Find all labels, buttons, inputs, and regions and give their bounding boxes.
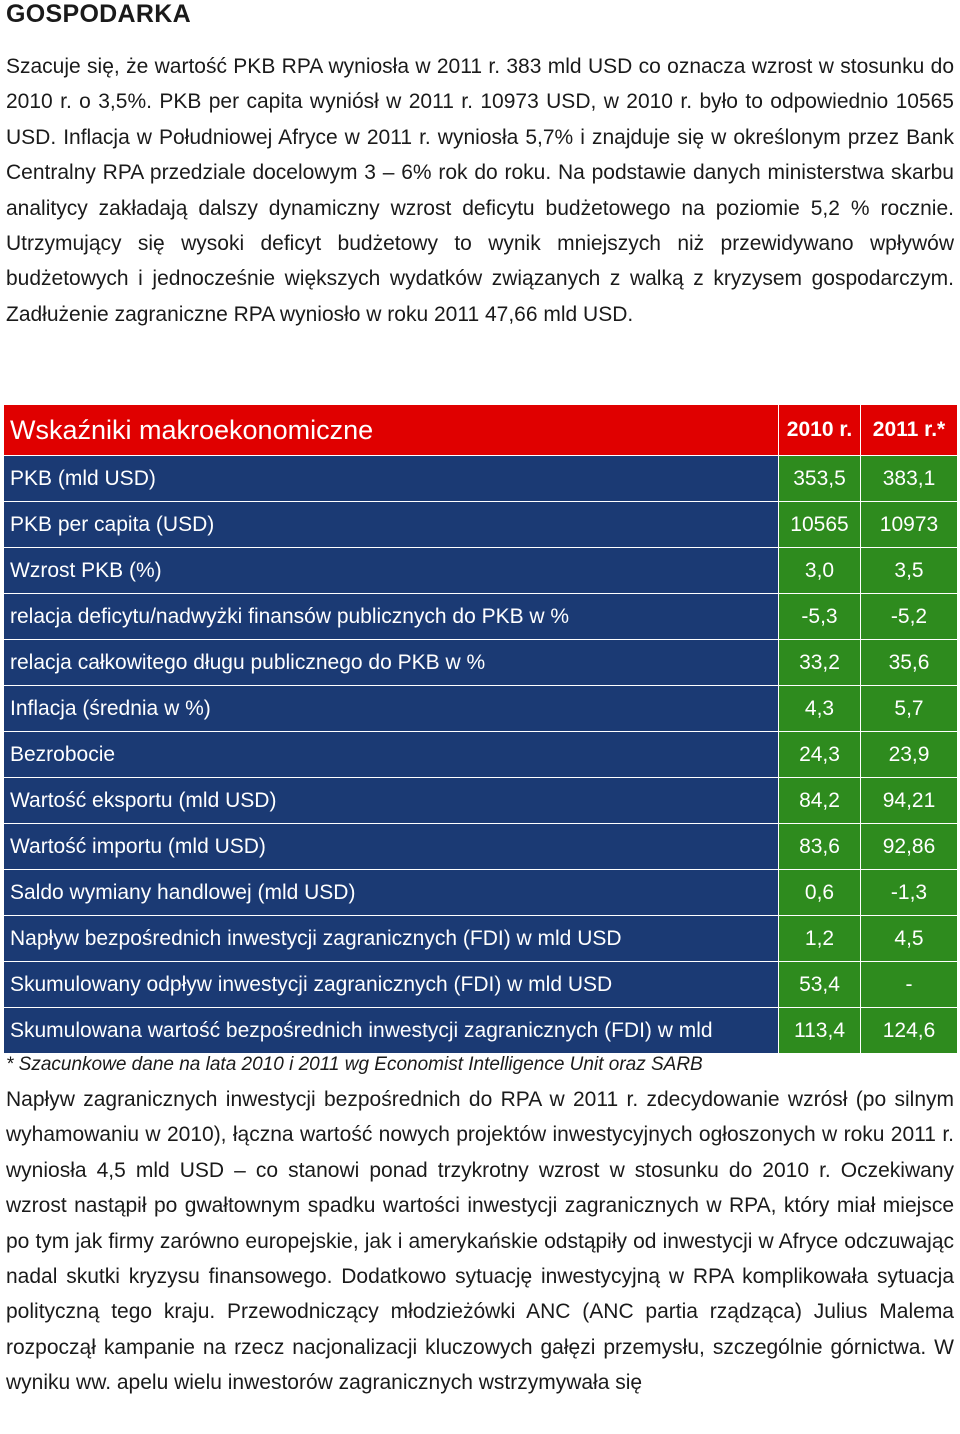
intro-paragraph: Szacuje się, że wartość PKB RPA wyniosła w 2011 r. 383 mld USD co oznacza wzrost w stosunku do 2010 r. o 3,5%. PKB per capita wyniósł w 2011 r. 10973 USD, w 2010 r. było to odpowiednio 10565 USD. Inflacja w Południowej Afryce w 2011 r. wyniosła 5,7% i znajduje się w określonym przez Bank Centralny RPA przedziale docelowym 3 – 6% rok do roku. Na podstawie danych ministerstwa skarbu analitycy zakładają dalszy dynamiczny wzrost deficytu budżetowego na poziomie 5,2 % rocznie. Utrzymujący się wysoki deficyt budżetowy to wynik mniejszych niż przewidywano wpływów budżetowych i jednocześnie większych wydatków związanych z walką z kryzysem gospodarczym. Zadłużenie zagraniczne RPA wyniosło w roku 2011 47,66 mld USD. bbox=[6, 55, 954, 326]
value-2011: -1,3 bbox=[861, 870, 958, 916]
value-2011: 4,5 bbox=[861, 916, 958, 962]
value-2011: 10973 bbox=[861, 502, 958, 548]
value-2010: 4,3 bbox=[779, 686, 861, 732]
row-label: Skumulowany odpływ inwestycji zagranicznych (FDI) w mld USD bbox=[4, 962, 779, 1008]
value-2011: -5,2 bbox=[861, 594, 958, 640]
value-2010: -5,3 bbox=[779, 594, 861, 640]
row-label: PKB per capita (USD) bbox=[4, 502, 779, 548]
value-2011: 124,6 bbox=[861, 1008, 958, 1054]
value-2010: 10565 bbox=[779, 502, 861, 548]
value-2011: 92,86 bbox=[861, 824, 958, 870]
value-2011: 383,1 bbox=[861, 456, 958, 502]
row-label: Wartość importu (mld USD) bbox=[4, 824, 779, 870]
row-label: Bezrobocie bbox=[4, 732, 779, 778]
value-2010: 353,5 bbox=[779, 456, 861, 502]
value-2010: 84,2 bbox=[779, 778, 861, 824]
table-row bbox=[4, 1008, 958, 1054]
value-2010: 53,4 bbox=[779, 962, 861, 1008]
row-label: Wartość eksportu (mld USD) bbox=[4, 778, 779, 824]
investment-paragraph: Napływ zagranicznych inwestycji bezpośrednich do RPA w 2011 r. zdecydowanie wzrósł (po silnym wyhamowaniu w 2010), łączna wartość nowych projektów inwestycyjnych ogłoszonych w roku 2011 r. wyniosła 4,5 mld USD – co stanowi ponad trzykrotny wzrost w stosunku do 2010 r. Oczekiwany wzrost nastąpił po gwałtownym spadku wartości inwestycji zagranicznych w RPA, który miał miejsce po tym jak firmy zarówno europejskie, jak i amerykańskie odstąpiły od inwestycji w Afryce odczuwając nadal skutki kryzysu finansowego. Dodatkowo sytuację inwestycyjną w RPA komplikowała sytuacja polityczną tego kraju. Przewodniczący młodzieżówki ANC (ANC partia rządząca) Julius Malema rozpoczął kampanie na rzecz nacjonalizacji kluczowych gałęzi przemysłu, szczególnie górnictwa. W wyniku ww. apelu wielu inwestorów zagranicznych wstrzymywała się bbox=[6, 1088, 954, 1395]
value-2010: 3,0 bbox=[779, 548, 861, 594]
row-label: Wzrost PKB (%) bbox=[4, 548, 779, 594]
table-row bbox=[4, 778, 958, 824]
table-row bbox=[4, 502, 958, 548]
table-row bbox=[4, 456, 958, 502]
row-label: relacja całkowitego długu publicznego do PKB w % bbox=[4, 640, 779, 686]
row-label: relacja deficytu/nadwyżki finansów publicznych do PKB w % bbox=[4, 594, 779, 640]
table-row bbox=[4, 686, 958, 732]
value-2011: 3,5 bbox=[861, 548, 958, 594]
row-label: Inflacja (średnia w %) bbox=[4, 686, 779, 732]
row-label: Skumulowana wartość bezpośrednich inwestycji zagranicznych (FDI) w mld bbox=[4, 1008, 779, 1054]
table-row bbox=[4, 962, 958, 1008]
value-2010: 113,4 bbox=[779, 1008, 861, 1054]
value-2010: 24,3 bbox=[779, 732, 861, 778]
row-label: Napływ bezpośrednich inwestycji zagranicznych (FDI) w mld USD bbox=[4, 916, 779, 962]
table-body bbox=[4, 456, 958, 1054]
table-row bbox=[4, 640, 958, 686]
table-row bbox=[4, 870, 958, 916]
value-2010: 33,2 bbox=[779, 640, 861, 686]
value-2011: 5,7 bbox=[861, 686, 958, 732]
table-row bbox=[4, 824, 958, 870]
value-2010: 1,2 bbox=[779, 916, 861, 962]
value-2011: - bbox=[861, 962, 958, 1008]
table-footnote: * Szacunkowe dane na lata 2010 i 2011 wg Economist Intelligence Unit oraz SARB bbox=[6, 1054, 703, 1075]
value-2011: 23,9 bbox=[861, 732, 958, 778]
value-2010: 0,6 bbox=[779, 870, 861, 916]
table-row bbox=[4, 732, 958, 778]
table-row bbox=[4, 548, 958, 594]
value-2011: 94,21 bbox=[861, 778, 958, 824]
value-2010: 83,6 bbox=[779, 824, 861, 870]
column-header-2011: 2011 r.* bbox=[861, 405, 958, 456]
column-header-2010: 2010 r. bbox=[779, 405, 861, 456]
table-row bbox=[4, 594, 958, 640]
row-label: Saldo wymiany handlowej (mld USD) bbox=[4, 870, 779, 916]
value-2011: 35,6 bbox=[861, 640, 958, 686]
macro-indicators-table bbox=[3, 404, 958, 1054]
table-title: Wskaźniki makroekonomiczne bbox=[4, 405, 779, 456]
table-header-row bbox=[4, 405, 958, 456]
row-label: PKB (mld USD) bbox=[4, 456, 779, 502]
section-heading: GOSPODARKA bbox=[6, 0, 191, 28]
table-row bbox=[4, 916, 958, 962]
